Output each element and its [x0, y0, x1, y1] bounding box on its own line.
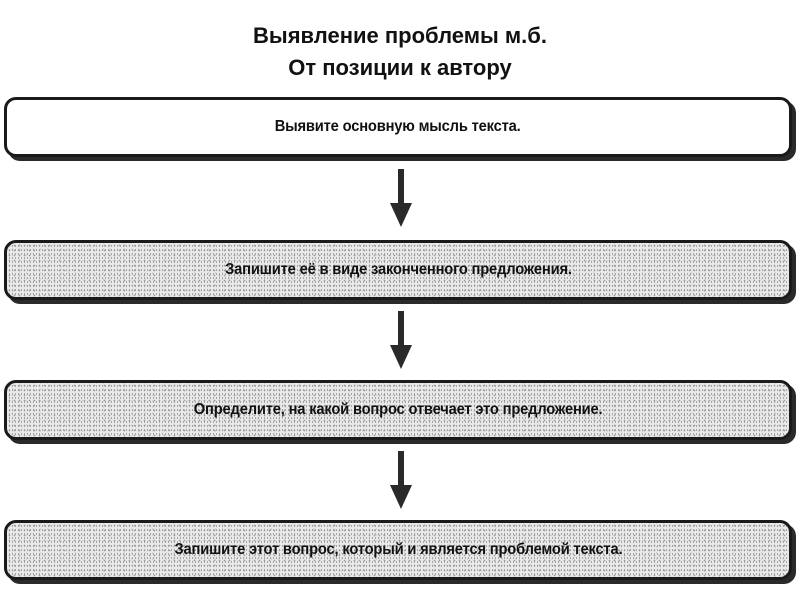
- down-arrow-icon: [389, 451, 413, 509]
- down-arrow-icon: [389, 169, 413, 227]
- step-box-3: [4, 380, 792, 440]
- step-box-2: [4, 240, 792, 300]
- step-label-3: Определите, на какой вопрос отвечает это предложение.: [193, 401, 603, 418]
- step-box-1: [4, 97, 792, 157]
- title-line-1: Выявление проблемы м.б.: [253, 23, 547, 48]
- step-box-4: [4, 520, 792, 580]
- title-line-2: От позиции к автору: [288, 55, 512, 80]
- step-label-4: Запишите этот вопрос, который и является проблемой текста.: [174, 541, 622, 558]
- down-arrow-icon: [389, 311, 413, 369]
- step-label-1: Выявите основную мысль текста.: [275, 118, 521, 135]
- step-label-2: Запишите её в виде законченного предложения.: [224, 261, 572, 278]
- page-title: [0, 20, 800, 84]
